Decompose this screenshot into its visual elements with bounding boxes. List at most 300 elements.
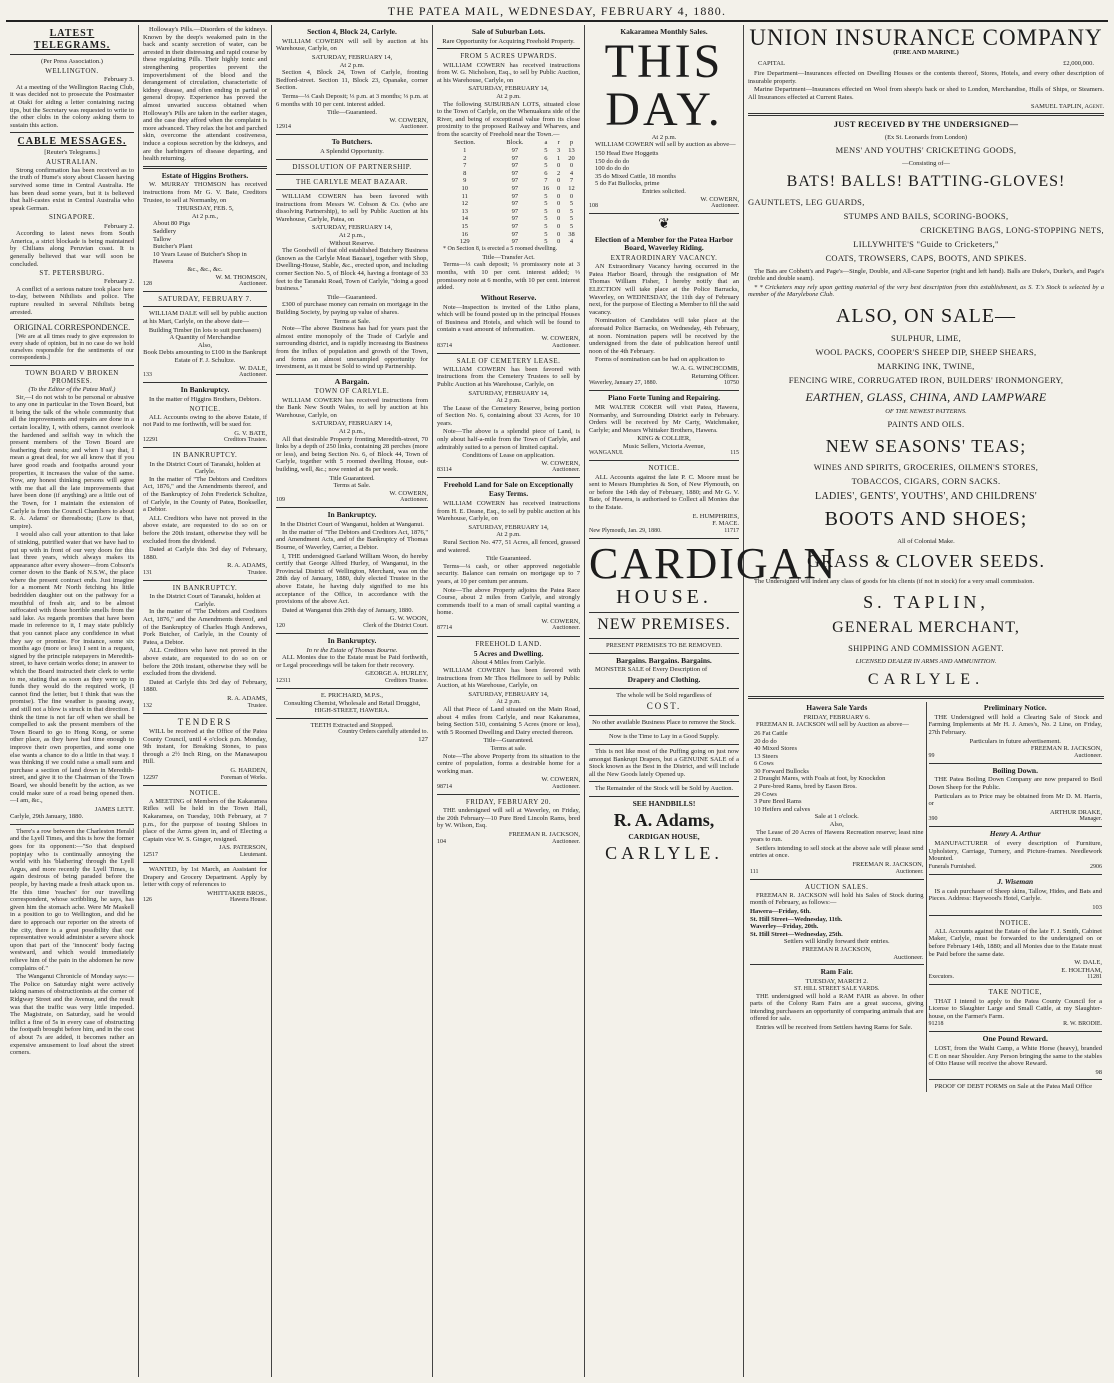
wool-packs: WOOL PACKS, COOPER'S SHEEP DIP, SHEEP SHEARS,: [815, 347, 1037, 358]
cemetery-body: WILLIAM COWERN has been favored with instructions from the Cemetery Trustees to sell by Public Auction at his Warehouse, Carlyle, on: [437, 365, 580, 388]
singapore-date: February 2.: [104, 222, 134, 230]
list-item: 30 Forward Bullocks: [754, 767, 809, 775]
election-signature: W. A. G. WINCHCOMB,: [672, 364, 739, 372]
freehold-land-desc: All that Piece of Land situated on the Main Road, about 4 miles from Carlyle, and near Kakaramea, being Section 510, containing 5 Acres (more or less), with 5 Roomed Dwelling and Dairy erected thereon.: [437, 706, 580, 736]
cemetery-heading: SALE OF CEMETERY LEASE.: [456, 356, 561, 365]
section4-time: At 2 p.m.: [339, 61, 365, 69]
saturday-heading: SATURDAY, FEBRUARY 7.: [158, 295, 252, 304]
list-item: 20 do do: [754, 737, 777, 745]
list-item: 40 Mixed Stores: [754, 745, 797, 753]
table-cell: 10: [461, 185, 468, 193]
holloway-ad: Holloway's Pills.—Disorders of the kidneys. Known by the deep's weakened pain in the back and scanty secretion of water, can be arrested in their distressing and rapid course by these regulating Pills. Their highly tonic and strengthening properties prevent the impoverishment of the blood and the derangement of circulation, characteristic of kidney disease, and often ending in partial or general dropsy. Experience has proved the almost unvaried success obtained when Holloway's Pills are taken in the earlier stages, and the case they afford when the complaint is more advanced. They relax the hot and parched skin, overcome the attendant costiveness, induce a copious secretion by the kidneys, and are the harbingers of disease departing, and health returning.: [143, 26, 267, 163]
no-other: No other available Business Place to remove the Stock.: [592, 718, 736, 726]
table-row: [437, 215, 580, 223]
table-cell: 0: [557, 185, 561, 193]
union-heading: UNION INSURANCE COMPANY: [749, 25, 1103, 50]
freehold-time: At 2 p.m.: [496, 531, 521, 539]
table-cell: 5: [569, 215, 574, 223]
friday-body: THE undersigned will sell at Waverley, on Friday, the 20th February—10 Pure Bred Lincoln Rams, bred by W. Wilson, Esq.: [437, 807, 580, 830]
coats: COATS, TROWSERS, CAPS, BOOTS, AND SPIKES.: [825, 252, 1027, 263]
table-cell: 7: [569, 177, 574, 185]
suburban-date: SATURDAY, FEBRUARY 14,: [468, 85, 549, 93]
in-bankruptcy-3-heading: In Bankruptcy.: [327, 510, 377, 520]
higgins-signature: W. M. THOMSON,: [215, 273, 267, 281]
stpetersburg-heading: ST. PETERSBURG.: [39, 269, 105, 278]
meat-bazaar-time: At 2 p.m.,: [338, 232, 366, 240]
notice-body: ALL Accounts against the late P. C. Moore must be sent to Messrs Humphries & Son, of New Plymouth, on or before the 14th day of February, 1880; and Mr G. V. Bate, of Hawera, is authorised to Collect all Monies due to the Estate.: [589, 473, 739, 512]
bankruptcy-body: ALL Accounts owing to the above Estate, if not Paid to me forthwith, will be sued for.: [143, 413, 267, 429]
earthenware: EARTHEN, GLASS, CHINA, AND LAMPWARE: [805, 390, 1047, 405]
table-cell: 97: [511, 192, 519, 200]
bankruptcy-notice: NOTICE.: [189, 404, 221, 413]
in-bankruptcy-3-court: In the District Court of Wanganui, holden at Wanganui.: [280, 521, 424, 529]
cable-subheading: [Reuter's Telegrams.]: [44, 149, 100, 156]
list-item: 150 do do do: [595, 157, 630, 165]
auction-line-4: St. Hill Street—Wednesday, 25th.: [750, 930, 843, 938]
preliminary-body: THE Undersigned will hold a Clearing Sale of Stock and Farming Implements at Mr H. J. Ames's, No. 2 Line, on Friday, 27th February.: [928, 713, 1102, 736]
bankruptcy-heading: In Bankruptcy.: [180, 385, 230, 395]
list-item: Saddlery: [153, 228, 177, 236]
take-notice-signature: R. W. BRODIE.: [1063, 1021, 1102, 1028]
table-cell: 97: [511, 238, 519, 246]
election-p2: Nomination of Candidates will take place at the aforesaid Police Barracks, on Wednesday, 4th February, at noon. Nomination papers will be received by the undersigned from the date of publication hereof until noon of the 4th February.: [589, 317, 739, 355]
table-cell: 5: [544, 207, 548, 215]
tenders-signature: G. HARDEN,: [230, 767, 267, 774]
new-teas: NEW SEASONS' TEAS;: [825, 435, 1027, 456]
table-cell: 97: [511, 162, 519, 170]
table-cell: 0: [557, 207, 561, 215]
list-item: 2 Pure-bred Rams, bred by Eason Bros.: [754, 783, 857, 791]
columns: [6, 25, 1108, 1377]
notice-2-heading: NOTICE.: [999, 918, 1031, 927]
meeting-role: Lieutenant.: [239, 851, 267, 858]
ladies: LADIES', GENTS', YOUTHS', AND CHILDRENS': [815, 490, 1037, 502]
meat-bazaar-body: WILLIAM COWERN has been favored with instructions from Messrs W. Cobson & Co. (who are dissolving Partnership), to sell by Public Auction at his Warehouse, Carlyle, Patea, on: [276, 193, 428, 223]
bargains-body: MONSTER SALE of Every Description of: [595, 666, 708, 674]
arthur-funerals: Funerals Furnished.: [928, 864, 977, 870]
stumps: STUMPS AND BAILS, SCORING-BOOKS,: [843, 210, 1009, 221]
townboard-paragraph-1: Sir,—I do not wish to be personal or abusive to any one in particular in the Town Board, but it being the talk of the whole community that all the improvements and repairs are done in a certain locality, I, with others, cannot overlook the hardened and selfish way in which the present members of the Town Board are feathering their nests; and when I say that, I mean a great deal, for we all know that if you have good roads and footpaths around your properties, it increases the value of the same. Now, any honest thinking persons will agree with me that all the late improvements that have been done (if anything) are a little out of the Town, for I maintain the extension of Carlyle is from the Council Chambers to about R. A. Adams' or thereabouts; (Low is that, umpire).: [10, 393, 134, 530]
hawera-body: FREEMAN R. JACKSON will sell by Auction as above—: [756, 721, 909, 729]
preliminary-signature: FREEMAN R. JACKSON,: [1030, 745, 1102, 753]
hawera-yards-heading: Hawera Sale Yards: [806, 702, 868, 712]
table-cell: 16: [461, 230, 468, 238]
wiseman-heading: J. Wiseman: [997, 877, 1034, 887]
table-cell: 97: [511, 230, 519, 238]
hawera-date: FRIDAY, FEBRUARY 6.: [803, 713, 871, 721]
freehold-note: Note—The above Property adjoins the Patea Race Course, about 2 miles from Carlyle, and strongly commends itself to a man of small capital wanting a home.: [437, 586, 580, 617]
butchers-sub: A Splendid Opportunity.: [320, 148, 384, 156]
list-item: Also,: [198, 341, 212, 349]
meat-bazaar-title: Title—Guaranteed.: [326, 293, 378, 301]
lots-header-cell: r: [557, 139, 560, 147]
crest-icon: ❦: [658, 217, 670, 233]
piano-place: WANGANUI.: [589, 450, 624, 457]
australian-body: Strong confirmation has been received as to the truth of Hume's story about Classen having survived some time in Central Australia. He has been dead some years, but it is believed that half-castes exist in Central Australia who speak German.: [10, 166, 134, 212]
in-bankruptcy-number: 131: [143, 569, 152, 576]
meeting-body: A MEETING of Members of the Kakaramea Rifles will be held in the Town Hall, Kakaramea, on Tuesday, 10th February, at 7 p.m., for the purpose of issuing Shiloes in place of the Arms given in, and of Electing a Captain vice W. S. Ginger, resigned.: [143, 797, 267, 843]
marine-department: Marine Department—Insurances effected on Wool from sheep's back or shed to London, Merchandise, Hulls of Ships, or Steamers. All Insurances effected at Current Rates.: [748, 86, 1104, 101]
table-cell: 5: [544, 162, 548, 170]
mens-cricketing: MENS' AND YOUTHS' CRICKETING GOODS,: [835, 144, 1017, 155]
bankruptcy-number: 12291: [143, 437, 158, 444]
table-cell: 0: [557, 215, 561, 223]
in-bankruptcy-matter: In the matter of "The Debtors and Creditors Act, 1876," and the Amendments thereof, and of the Bankruptcy of John Frederick Schultze, of Carlyle, in the County of Patea, Bookseller, a Debtor.: [143, 475, 267, 514]
cemetery-number: 83114: [437, 467, 452, 474]
table-cell: 0: [557, 162, 561, 170]
auction-signature: FREEMAN R JACKSON,: [801, 945, 872, 953]
hawera-number: 111: [750, 868, 759, 875]
table-cell: 38: [568, 230, 575, 238]
lots-header-cell: Block.: [506, 139, 524, 147]
auction-role: Auctioneer.: [893, 953, 924, 961]
licensed-dealer: LICENSED DEALER IN ARMS AND AMMUNITION.: [855, 657, 997, 665]
freehold-land-heading: FREEHOLD LAND.: [475, 639, 542, 648]
townboard-heading: TOWN BOARD V BROKEN PROMISES.: [25, 368, 119, 385]
wanted-body: WANTED, by 1st March, an Assistant for Drapery and Grocery Department. Apply by letter with copy of references to: [143, 865, 267, 889]
dale-items: [143, 327, 267, 365]
section4-desc: Section 4, Block 24, Town of Carlyle, fronting Bedford-street. Section 11, Block 23, Opanake, corner Section.: [276, 69, 428, 92]
table-row: [437, 147, 580, 155]
table-row: [437, 170, 580, 178]
freehold-land-body: WILLIAM COWERN has been favored with instructions from Mr Thos Hellmore to sell by Public Auction, at his Warehouse, Carlyle, on: [437, 667, 580, 690]
hawera-signature: FREEMAN R. JACKSON,: [852, 861, 924, 868]
cemetery-desc: The Lease of the Cemetery Reserve, being portion of Section No. 6, containing about 33 Acres, for 10 years.: [437, 404, 580, 427]
table-cell: 1: [557, 154, 561, 162]
general-merchant: GENERAL MERCHANT,: [832, 618, 1020, 636]
ram-fair-sub: ST. HILL STREET SALE YARDS.: [794, 985, 880, 992]
colonial-make: All of Colonial Make.: [897, 537, 955, 545]
kakaramea-heading: Kakaramea Monthly Sales.: [620, 27, 708, 36]
section4-signature: W. COWERN,: [389, 116, 428, 124]
sub-column-left: [748, 702, 927, 1092]
meat-bazaar-note: Note—The above Business has had for years past the almost entire monopoly of the Trade of Carlyle and surrounding district, and is rapidly increasing its Business from the influx of population and growth of the Town, and forms an almost unexampled opportunity for investment, as it must be Sold to wind up Partnership.: [276, 325, 428, 371]
in-bankruptcy-heading: IN BANKRUPTCY.: [172, 451, 238, 460]
auction-line-1: Hawera—Friday, 6th.: [750, 907, 811, 915]
arthur-number: 2906: [1090, 864, 1102, 870]
table-cell: 11: [461, 192, 468, 200]
table-cell: 6: [544, 154, 548, 162]
genuine-sale: This is not like most of the Puffing going on just now amongst Bankrupt Drapers, but a GENUINE SALE of a Stock known as the Best in the District, and will include all the New Goods lately Opened up.: [589, 747, 739, 778]
bankruptcy-matter: In the matter of Higgins Brothers, Debtors.: [149, 395, 261, 403]
list-item: 100 do do do: [595, 165, 630, 173]
list-item: Butcher's Plant: [153, 243, 193, 251]
freehold-land-title: Title—Guaranteed.: [483, 737, 534, 745]
higgins-time: At 2 p.m.,: [191, 212, 219, 220]
table-cell: 97: [511, 215, 519, 223]
bargain-title: Title Guaranteed.: [329, 474, 375, 482]
column-3: [272, 25, 433, 1377]
in-bankruptcy-role: Trustee.: [247, 569, 267, 576]
kakaramea-number: 108: [589, 203, 598, 210]
election-sub: EXTRAORDINARY VACANCY.: [610, 254, 718, 263]
list-item: 2 Draught Mares, with Foals at foot, by Knockdon: [754, 775, 886, 783]
column-1: [6, 25, 139, 1377]
freehold-land-number: 98714: [437, 783, 452, 790]
list-item: 6 Cows: [754, 760, 774, 768]
in-bankruptcy-2-number: 132: [143, 702, 152, 709]
teeth-heading: TEETH Extracted and Stopped.: [310, 721, 394, 729]
freehold-land-signature: W. COWERN,: [541, 776, 580, 784]
election-p3: Forms of nomination can be had on application to: [595, 356, 725, 364]
singapore-body: According to latest news from South America, a strict blockade is being maintained by Chilians along Peruvian coast. It is generally believed that war will soon be concluded.: [10, 230, 134, 268]
election-number: 10750: [724, 380, 739, 387]
freehold-land-sub2: About 4 Miles from Carlyle.: [471, 659, 546, 667]
kakaramea-signature: W. COWERN,: [700, 195, 739, 203]
table-cell: 129: [459, 238, 470, 246]
sub-columns: [748, 702, 1104, 1092]
section4-role: Auctioneer.: [400, 124, 428, 131]
preliminary-number: 99: [928, 752, 935, 759]
dale-body: WILLIAM DALE will sell by public auction at his Mart, Carlyle, on the above date—: [143, 310, 267, 325]
piano-sub: Music Sellers, Victoria Avenue,: [622, 442, 706, 450]
table-cell: 1: [463, 147, 467, 155]
list-item: About 80 Pigs: [153, 220, 191, 228]
notice-signature-1: E. HUMPHRIES,: [692, 512, 739, 520]
list-item: 10 Heifers and calves: [754, 805, 811, 813]
lots-terms: Terms—⅓ cash deposit; ⅓ promissory note at 3 months, with 10 per cent. interest added; ⅓ promissory note at 6 months, with 10 per cent. interest added.: [437, 261, 580, 292]
cemetery-time: At 2 p.m.: [496, 397, 521, 405]
freehold-heading: Freehold Land for Sale on Exceptionally Easy Terms.: [443, 480, 574, 499]
table-cell: 0: [569, 192, 574, 200]
table-cell: 97: [511, 154, 519, 162]
table-cell: 4: [569, 169, 574, 177]
bargain-desc: All that desirable Property fronting Meredith-street, 70 links by a depth of 250 links, containing 28 perches (more or less), and being Section No. 6, of Block 44, Town of Carlyle, together with 5 roomed dwelling House, out-building, well, &c.; now rented at 8s per week.: [276, 435, 428, 473]
table-cell: 5: [544, 230, 548, 238]
bargain-role: Auctioneer.: [400, 497, 428, 504]
higgins-heading: Estate of Higgins Brothers.: [161, 170, 249, 180]
higgins-date: THURSDAY, FEB. 5,: [176, 205, 234, 213]
table-cell: 13: [461, 207, 468, 215]
column-6: [744, 25, 1108, 1377]
dissolution: DISSOLUTION OF PARTNERSHIP.: [292, 162, 412, 171]
table-cell: 14: [461, 215, 468, 223]
cardigan-headline: CARDIGAN: [589, 538, 838, 588]
meat-bazaar-reserve: Without Reserve.: [329, 239, 375, 247]
meat-bazaar-terms: Terms at Sale.: [333, 317, 371, 325]
auction-sales-heading: AUCTION SALES.: [805, 882, 869, 891]
without-reserve-note: Note—Inspection is invited of the Litho plans, which will be found posted up in the principal Houses of Business and Hotels, and which will be found to contain a vast amount of information.: [437, 303, 580, 334]
suburban-desc: The following SUBURBAN LOTS, situated close to the Town of Carlyle, on the Whenuakura side of the River, and being of exceptional value from its close proximity to the proposed Railway and Wharves, and from the scarcity of Freehold near the Town.—: [437, 100, 580, 138]
boiling-down-signature: ARTHUR DRAKE,: [1050, 808, 1102, 816]
kakaramea-items: [589, 150, 739, 188]
marking-ink: MARKING INK, TWINE,: [877, 361, 975, 372]
correspondence-heading: ORIGINAL CORRESPONDENCE.: [13, 323, 131, 333]
sulphur: SULPHUR, LIME,: [890, 333, 962, 344]
list-item: A Quantity of Merchandise: [169, 334, 241, 342]
friday-role: Auctioneer.: [552, 838, 580, 845]
table-cell: 16: [542, 185, 550, 193]
suburban-from: FROM 5 ACRES UPWARDS.: [460, 52, 557, 61]
table-row: [437, 223, 580, 231]
arthur-heading: Henry A. Arthur: [989, 829, 1041, 839]
boots-shoes: BOOTS AND SHOES;: [824, 508, 1028, 531]
telegram-date: February 3.: [104, 76, 134, 84]
piano-body: MR WALTER COKER will visit Patea, Hawera, Normanby, and Surrounding District early in February. Orders will be received by Mr Carty, Watchmaker, Carlyle; and Messrs Whittaker Brothers, Hawera.: [589, 403, 739, 434]
list-item: 26 Fat Cattle: [754, 729, 788, 737]
also-on-sale: ALSO, ON SALE—: [835, 305, 1017, 327]
bargain-terms: Terms at Sale.: [333, 482, 371, 490]
just-received: JUST RECEIVED BY THE UNDERSIGNED—: [833, 119, 1019, 130]
meat-bazaar-desc: The Goodwill of that old established Butchery Business (known as the Carlyle Meat Bazaar), together with Shop, Dwelling-House, Stable, &c., erected upon, and including corner Section No. 5, of Block 44, having a frontage of 33 feet to the Taranaki Road, Town of Carlyle, "doing a good business.": [276, 247, 428, 293]
table-cell: 97: [511, 223, 519, 231]
tenders-heading: TENDERS: [177, 716, 233, 727]
in-bankruptcy-3-number: 120: [276, 622, 285, 629]
take-notice-heading: TAKE NOTICE,: [988, 988, 1042, 997]
lots-header-row: [437, 139, 580, 147]
auction-line-3: Waverley—Friday, 20th.: [750, 923, 819, 931]
preliminary-particulars: Particulars in future advertisement.: [969, 737, 1061, 745]
whole-sold: The whole will be Sold regardless of: [616, 691, 712, 699]
table-row: [437, 185, 580, 193]
table-cell: 0: [557, 200, 561, 208]
capital-value: £2,000,000.: [1063, 59, 1094, 67]
section4-title: Title—Guaranteed.: [326, 109, 378, 117]
freehold-land-time: At 2 p.m.: [496, 698, 521, 706]
meat-bazaar-mortgage: £300 of purchase money can remain on mortgage in the Building Society, by paying up value of shares.: [276, 301, 428, 316]
this-day-headline: THIS DAY.: [604, 34, 724, 136]
consisting-of: —Consisting of—: [902, 159, 950, 167]
higgins-items: [143, 220, 267, 266]
townboard-signature: JAMES LETT.: [94, 805, 134, 813]
in-bankruptcy-2-role: Trustee.: [247, 702, 267, 709]
newest-patterns: OF THE NEWEST PATTERNS.: [885, 408, 967, 416]
bargains-heading: Bargains. Bargains. Bargains.: [616, 655, 712, 665]
friday-number: 104: [437, 838, 446, 845]
in-bankruptcy-2-heading: IN BANKRUPTCY.: [172, 584, 238, 592]
table-cell: 5: [544, 147, 548, 155]
in-bankruptcy-signature: R. A. ADAMS,: [227, 562, 267, 570]
gauntlets: GAUNTLETS, LEG GUARDS,: [748, 196, 865, 207]
list-item: 5 do Fat Bullocks, prime: [595, 180, 660, 188]
freehold-title: Title Guaranteed.: [485, 555, 532, 563]
friday-signature: FREEMAN R. JACKSON,: [508, 830, 580, 838]
in-bankruptcy-4-signature: GEORGE A. HURLEY,: [365, 670, 428, 678]
meat-bazaar-date: SATURDAY, FEBRUARY 14,: [311, 224, 393, 232]
take-notice-body: THAT I intend to apply to the Patea County Council for a License to Slaughter Large and Small Cattle, at my Slaughter-house, on the Farmer's Farm.: [928, 997, 1102, 1020]
wines: WINES AND SPIRITS, GROCERIES, OILMEN'S STORES,: [813, 461, 1039, 472]
arthur-body: MANUFACTURER of every description of Furniture, Upholstery, Carriage, Turnery, and Picture-frames. Needlework Mounted.: [928, 840, 1102, 863]
table-cell: 5: [544, 215, 548, 223]
table-cell: 20: [568, 154, 575, 162]
cemetery-role: Auctioneer.: [552, 467, 580, 474]
cardigan-house: CARDIGAN HOUSE,: [628, 831, 700, 841]
freehold-land-sub: 5 Acres and Dwelling.: [473, 648, 544, 658]
section4-number: 12914: [276, 124, 291, 131]
table-cell: 97: [511, 169, 519, 177]
list-item: 150 Head Ewe Hoggetts: [595, 149, 659, 157]
bargain-number: 109: [276, 497, 285, 504]
table-cell: 0: [557, 192, 561, 200]
in-bankruptcy-4-heading: In Bankruptcy.: [327, 635, 377, 645]
fire-department: Fire Department—Insurances effected on Dwelling Houses or the contents thereof, Stores, Hotels, and every other description of insurable property.: [748, 70, 1104, 85]
bankruptcy-role: Creditors Trustee.: [223, 437, 267, 444]
table-cell: 12: [568, 185, 575, 193]
dale-number: 133: [143, 372, 152, 379]
table-row: [437, 177, 580, 185]
wanted-signature: WHITTAKER BROS.,: [207, 889, 267, 897]
grass-seeds: GRASS & CLOVER SEEDS.: [806, 551, 1046, 572]
higgins-body: W. MURRAY THOMSON has received instructions from Mr G. V. Bate, Creditors Trustee, to sell at Normanby, on: [143, 181, 267, 204]
in-bankruptcy-2-dated: Dated at Carlyle this 3rd day of February, 1880.: [143, 678, 267, 694]
tobaccos: TOBACCOS, CIGARS, CORN SACKS.: [851, 475, 1001, 486]
piano-number: 115: [730, 450, 739, 457]
table-cell: 97: [511, 147, 519, 155]
freehold-land-date: SATURDAY, FEBRUARY 14,: [468, 690, 549, 698]
telegram-body: At a meeting of the Wellington Racing Club, it was decided not to prosecute the Postmaster at Otaki for aiding a letter containing racing tips, but the Secretary was requested to write to the other clubs in the colony asking them to sustain this action.: [10, 83, 134, 129]
meeting-notice-heading: NOTICE.: [189, 788, 221, 797]
lillywhite: LILLYWHITE'S "Guide to Cricketers,": [853, 238, 999, 249]
ram-fair-heading: Ram Fair.: [820, 967, 853, 977]
stpetersburg-date: February 2.: [104, 278, 134, 286]
freehold-role: Auctioneer.: [552, 625, 580, 632]
lots-header-cell: p: [569, 139, 574, 147]
list-item: 10 Years Lease of Butcher's Shop in Hawera: [153, 250, 247, 266]
wanted-role: Hawera House.: [230, 897, 267, 904]
bargain-signature: W. COWERN,: [389, 489, 428, 497]
table-cell: 5: [544, 192, 548, 200]
meeting-signature: JAS. PATERSON,: [219, 844, 267, 852]
table-cell: 2: [463, 154, 467, 162]
hawera-settlers: Settlers intending to sell stock at the above sale will please send entries at once.: [750, 844, 924, 860]
carlyle-taplin: CARLYLE.: [867, 671, 985, 689]
election-role: Returning Officer.: [691, 372, 739, 380]
list-item: Book Debts amounting to £100 in the Bankrupt Estate of F. J. Schultze.: [143, 349, 267, 364]
present-premises: PRESENT PREMISES TO BE REMOVED.: [605, 641, 723, 649]
table-row: [437, 155, 580, 163]
cable-heading: CABLE MESSAGES.: [17, 136, 127, 148]
without-reserve-number: 83714: [437, 342, 452, 349]
in-bankruptcy-3-matter: In the matter of "The Debtors and Creditors Act, 1876," and Amendment Acts, and of the Bankruptcy of Thomas Bourne, of Waverley, Carrier, a Debtor.: [276, 528, 428, 551]
see-handbills: SEE HANDBILLS!: [632, 798, 696, 808]
list-item: 13 Steers: [754, 752, 779, 760]
correspondence-note: [We are at all times ready to give expression to every shade of opinion, but in no case do we hold ourselves responsible for the sentiments of our correspondents.]: [10, 333, 134, 361]
tenders-number: 12297: [143, 774, 158, 781]
table-cell: 97: [511, 207, 519, 215]
cricketing-bags: CRICKETING BAGS, LONG-STOPPING NETS,: [920, 224, 1104, 235]
table-row: [437, 193, 580, 201]
friday-heading: FRIDAY, FEBRUARY 20.: [465, 797, 552, 806]
hawera-lease: The Lease of 20 Acres of Hawera Recreation reserve; least nine years to run.: [750, 828, 924, 844]
bankruptcy-signature: G. V. BATE,: [234, 429, 267, 437]
table-cell: 2: [557, 169, 561, 177]
freehold-body: WILLIAM COWERN has received instructions from H. E. Deane, Esq., to sell by public auction at his Warehouse, Carlyle, on: [437, 499, 580, 523]
notice-number: 11717: [724, 527, 739, 534]
proof-of-debt: PROOF OF DEBT FORMS on Sale at the Patea Mail Office: [934, 1083, 1093, 1091]
boiling-down-number: 390: [928, 816, 938, 823]
section4-body: WILLIAM COWERN will sell by auction at his Warehouse, Carlyle, on: [276, 37, 428, 53]
auction-note: Settlers will kindly forward their entries.: [783, 938, 890, 946]
auction-line-2: St. Hill Street—Wednesday, 11th.: [750, 915, 843, 923]
piano-heading: Piano Forte Tuning and Repairing.: [608, 393, 720, 403]
remainder: The Remainder of the Stock will be Sold by Auction.: [594, 785, 734, 793]
lots-header-cell: a: [544, 139, 548, 147]
masthead: THE PATEA MAIL, WEDNESDAY, FEBRUARY 4, 1880.: [6, 4, 1108, 22]
table-cell: 7: [544, 177, 548, 185]
wanted-number: 126: [143, 897, 152, 904]
bargain-time: At 2 p.m.,: [338, 428, 366, 436]
ram-fair-note: Entries will be received from Settlers having Rams for Sale.: [756, 1023, 913, 1031]
table-cell: 97: [511, 200, 519, 208]
hawera-role: Auctioneer.: [895, 868, 924, 875]
in-bankruptcy-3-dated: Dated at Wanganui this 29th day of January, 1880.: [282, 606, 414, 614]
carlyle-footer: CARLYLE.: [605, 842, 723, 863]
table-cell: 5: [544, 238, 548, 246]
wiseman-body: IS a cash purchaser of Sheep skins, Tallow, Hides, and Bats and Pieces. Address: Haywood's Hotel, Carlyle.: [928, 887, 1102, 903]
freehold-signature: W. COWERN,: [541, 617, 580, 625]
election-body: AN Extraordinary Vacancy having occurred in the Patea Harbor Board, through the resignation of Mr Thomas William Fisher, I hereby notify that an ELECTION will take place at the Police Barracks, Waverley, on WEDNESDAY, the 11th day of February next, for the purpose of Electing a Member to fill the said vacancy.: [589, 263, 739, 316]
in-bankruptcy-3-signature: G. W. WOON,: [389, 615, 428, 623]
